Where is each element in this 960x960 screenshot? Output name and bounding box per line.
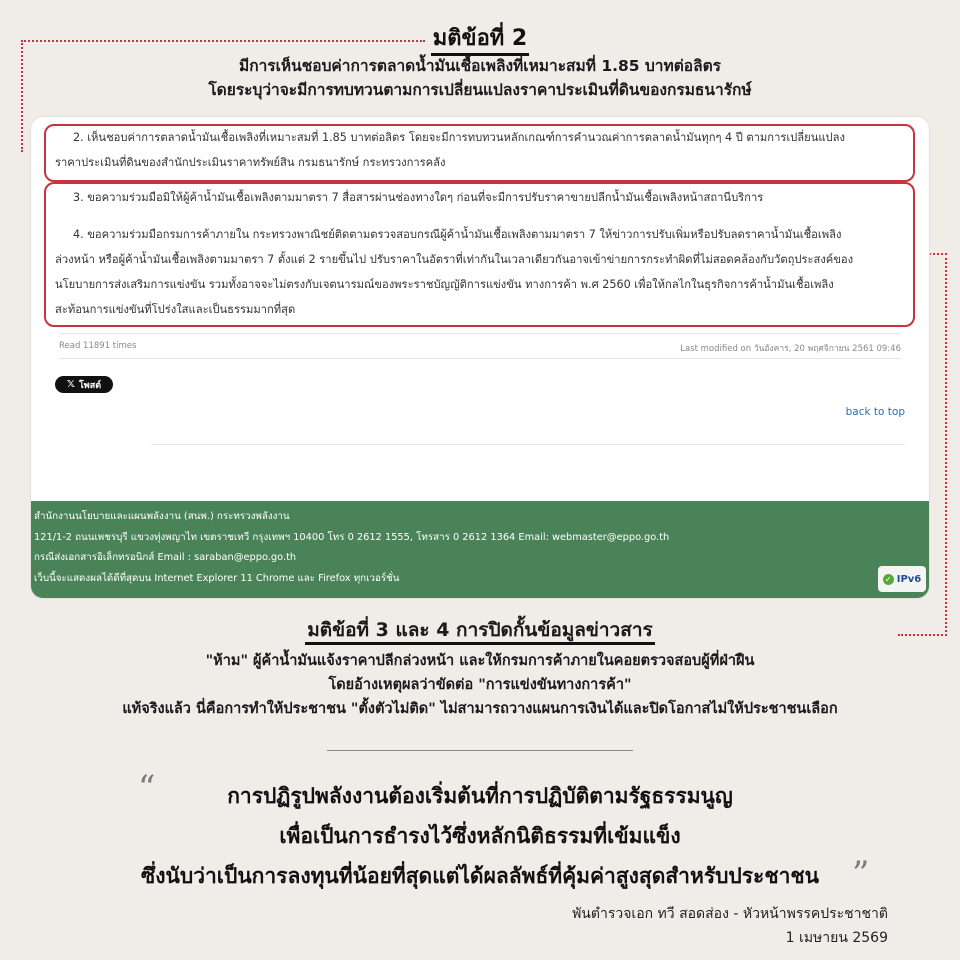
quote-block	[0, 776, 960, 896]
resolution-2-title: มติข้อที่ 2	[431, 26, 530, 56]
ipv6-label: IPv6	[896, 573, 922, 585]
footer-saraban-email: กรณีส่งเอกสารอิเล็กทรอนิกส์ Email : saraban@eppo.go.th	[34, 552, 297, 563]
resolution-3-4-title: มติข้อที่ 3 และ 4 การปิดกั้นข้อมูลข่าวสาร	[305, 618, 654, 645]
open-quote-icon: “	[138, 768, 156, 808]
resolution-3-4-section	[0, 618, 960, 721]
document-screenshot	[31, 117, 929, 598]
doc-item-2	[55, 125, 915, 175]
meta-divider-bottom	[59, 358, 901, 359]
doc-item-4-line-4: สะท้อนการแข่งขันที่โปร่งใสและเป็นธรรมมากที่สุด	[55, 303, 296, 316]
quote-line-3: ซึ่งนับว่าเป็นการลงทุนที่น้อยที่สุดแต่ได้ผลลัพธ์ที่คุ้มค่าสูงสุดสำหรับประชาชน	[141, 864, 819, 888]
check-icon: ✓	[883, 574, 894, 585]
content-divider	[151, 444, 905, 445]
last-modified: Last modified on วันอังคาร, 20 พฤศจิกายน 2561 09:46	[680, 344, 901, 354]
doc-item-4	[55, 222, 915, 322]
doc-item-2-line-2: ราคาประเมินที่ดินของสำนักประเมินราคาทรัพย์สิน กรมธนารักษ์ กระทรวงการคลัง	[55, 156, 446, 169]
share-post-label: โพสต์	[78, 380, 102, 391]
site-footer	[31, 501, 929, 598]
quote-date: 1 เมษายน 2569	[785, 930, 888, 946]
footer-org-name: สำนักงานนโยบายและแผนพลังงาน (สนพ.) กระทรวงพลังงาน	[34, 511, 290, 522]
footer-browser-note: เว็บนี้จะแสดงผลได้ดีที่สุดบน Internet Explorer 11 Chrome และ Firefox ทุกเวอร์ชั่น	[34, 572, 400, 584]
doc-item-4-line-2: ล่วงหน้า หรือผู้ค้าน้ำมันเชื้อเพลิงตามมาตรา 7 ตั้งแต่ 2 รายขึ้นไป ปรับราคาในอัตราที่เท่ากันในเวลาเดียวกันอาจเข้าข่ายการกระทำผิดที่ไม่สอดคล้องกับวัตถุประสงค์ของ	[55, 253, 854, 266]
quote-line-1: การปฏิรูปพลังงานต้องเริ่มต้นที่การปฏิบัติตามรัฐธรรมนูญ	[227, 784, 733, 808]
summary-line-1: มีการเห็นชอบค่าการตลาดน้ำมันเชื้อเพลิงที่เหมาะสมที่ 1.85 บาทต่อลิตร	[239, 57, 721, 75]
close-quote-icon: ”	[852, 854, 870, 894]
ipv6-badge	[878, 566, 926, 592]
footer-address: 121/1-2 ถนนเพชรบุรี แขวงทุ่งพญาไท เขตราชเทวี กรุงเทพฯ 10400 โทร 0 2612 1555, โทรสาร 0 2612 1364 Email: webmaster@eppo.go.th	[34, 531, 670, 543]
doc-item-2-line-1: 2. เห็นชอบค่าการตลาดน้ำมันเชื้อเพลิงที่เหมาะสมที่ 1.85 บาทต่อลิตร โดยจะมีการทบทวนหลักเกณฑ์การคำนวณค่าการตลาดน้ำมันทุกๆ 4 ปี ตามการเปลี่ยนแปลง	[73, 131, 845, 144]
back-to-top-link[interactable]: back to top	[845, 406, 905, 418]
x-logo-icon: 𝕏	[66, 379, 75, 390]
resolution-3-4-line-2: โดยอ้างเหตุผลว่าขัดต่อ "การแข่งขันทางการค้า"	[328, 677, 632, 693]
resolution-3-4-line-1: "ห้าม" ผู้ค้าน้ำมันแจ้งราคาปลีกล่วงหน้า และให้กรมการค้าภายในคอยตรวจสอบผู้ที่ฝ่าฝืน	[205, 653, 755, 669]
section-separator	[327, 750, 633, 751]
doc-item-4-line-1: 4. ขอความร่วมมือกรมการค้าภายใน กระทรวงพาณิชย์ติดตามตรวจสอบกรณีผู้ค้าน้ำมันเชื้อเพลิงตามมาตรา 7 ให้ข่าวการปรับเพิ่มหรือปรับลดราคาน้ำมันเชื้อเพลิง	[73, 228, 842, 241]
share-post-button[interactable]	[55, 376, 113, 393]
doc-item-4-line-3: นโยบายการส่งเสริมการแข่งขัน รวมทั้งอาจจะไม่ตรงกับเจตนารมณ์ของพระราชบัญญัติการแข่งขัน ทางการค้า พ.ศ 2560 เพื่อให้กลไกในธุรกิจการค้าน้ำมันเชื้อเพลิง	[55, 278, 834, 291]
doc-item-3-line: 3. ขอความร่วมมือมิให้ผู้ค้าน้ำมันเชื้อเพลิงตามมาตรา 7 สื่อสารผ่านช่องทางใดๆ ก่อนที่จะมีการปรับราคาขายปลีกน้ำมันเชื้อเพลิงหน้าสถานีบริการ	[73, 191, 764, 204]
summary-line-2: โดยระบุว่าจะมีการทบทวนตามการเปลี่ยนแปลงราคาประเมินที่ดินของกรมธนารักษ์	[208, 81, 752, 99]
meta-divider-top	[59, 333, 901, 334]
quote-line-2: เพื่อเป็นการธำรงไว้ซึ่งหลักนิติธรรมที่เข้มแข็ง	[279, 824, 681, 848]
resolution-3-4-line-3: แท้จริงแล้ว นี่คือการทำให้ประชาชน "ตั้งตัวไม่ติด" ไม่สามารถวางแผนการเงินได้และปิดโอกาสไม่ให้ประชาชนเลือก	[122, 701, 838, 717]
doc-item-3	[73, 185, 913, 210]
quote-author: พันตำรวจเอก ทวี สอดส่อง - หัวหน้าพรรคประชาชาติ	[572, 906, 888, 922]
read-count: Read 11891 times	[59, 341, 137, 351]
